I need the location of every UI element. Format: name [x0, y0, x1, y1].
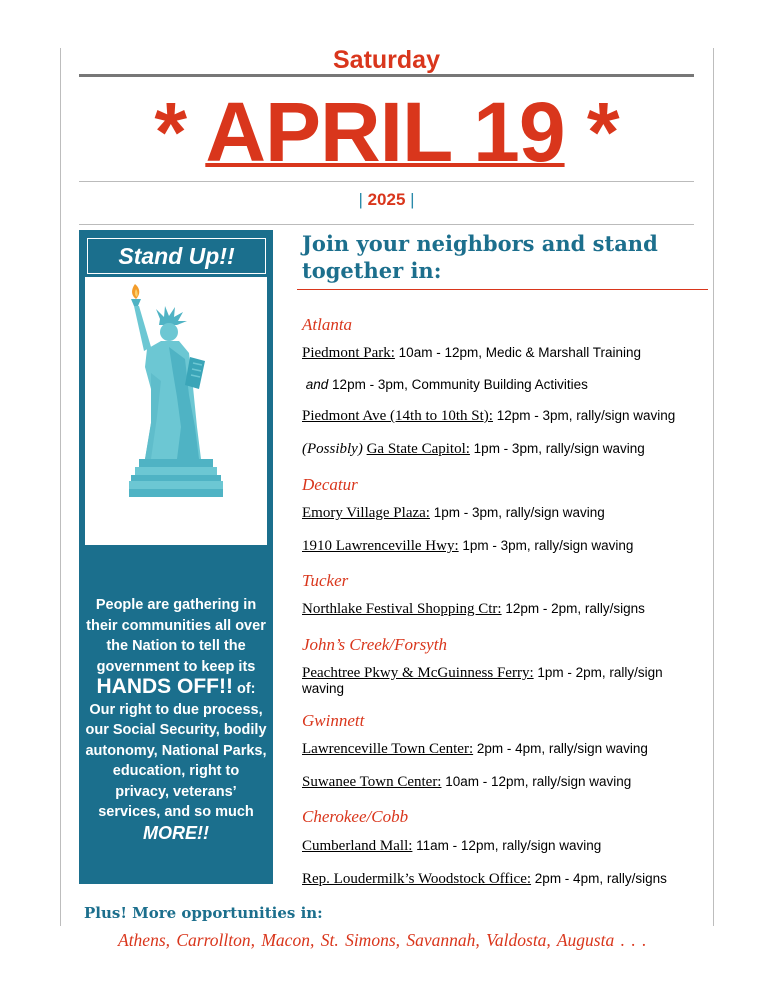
event-details: 1pm - 3pm, rally/sign waving: [458, 538, 634, 553]
event-location: Peachtree Pkwy & McGuinness Ferry:: [302, 665, 534, 681]
hands-off-text: HANDS OFF!!: [96, 675, 233, 698]
event-details: 2pm - 4pm, rally/signs: [531, 871, 667, 886]
event-location: 1910 Lawrenceville Hwy:: [302, 538, 459, 554]
event-item: [302, 871, 702, 887]
event-details: 12pm - 2pm, rally/signs: [501, 601, 645, 616]
date-headline: [0, 84, 773, 180]
top-divider: [79, 74, 694, 77]
statue-of-liberty-illustration: [85, 277, 267, 545]
panel-text-1: People are gathering in their communities all over the Nation to tell the government to keep its: [86, 597, 266, 675]
year-left-bar: |: [358, 190, 368, 209]
event-item: [302, 345, 702, 361]
event-item: [302, 665, 702, 697]
date-prefix: *: [154, 85, 206, 179]
event-location: Emory Village Plaza:: [302, 505, 430, 521]
cities-list: Athens, Carrollton, Macon, St. Simons, Savannah, Valdosta, Augusta . . .: [118, 930, 647, 950]
region-heading: Gwinnett: [302, 711, 365, 730]
event-details: 1pm - 2pm, rally/sign waving: [302, 665, 663, 696]
event-location: Suwanee Town Center:: [302, 774, 442, 790]
event-prefix: and: [305, 377, 329, 392]
event-item: [302, 441, 702, 457]
event-location: Cumberland Mall:: [302, 838, 413, 854]
panel-text-2: Our right to due process, our Social Security, bodily autonomy, National Parks, education, right to privacy, veterans’ services, and so much: [85, 701, 267, 820]
event-item: [302, 774, 702, 790]
region-heading: Tucker: [302, 571, 349, 590]
event-details: 2pm - 4pm, rally/sign waving: [473, 741, 648, 756]
event-location: Lawrenceville Town Center:: [302, 741, 474, 757]
region-heading: John’s Creek/Forsyth: [302, 635, 447, 654]
event-item: [302, 377, 702, 393]
year-line: [0, 190, 773, 210]
date-text: APRIL 19: [205, 85, 565, 179]
more-text: MORE!!: [143, 822, 209, 843]
event-location: Rep. Loudermilk’s Woodstock Office:: [302, 871, 532, 887]
event-details: 1pm - 3pm, rally/sign waving: [469, 441, 645, 456]
date-suffix: *: [564, 85, 619, 179]
panel-message: [84, 595, 268, 845]
event-details: 10am - 12pm, rally/sign waving: [441, 774, 632, 789]
event-details: 1pm - 3pm, rally/sign waving: [429, 505, 605, 520]
event-item: [302, 601, 702, 617]
event-details: 10am - 12pm, Medic & Marshall Training: [394, 345, 642, 360]
event-location: Northlake Festival Shopping Ctr:: [302, 601, 502, 617]
event-details: 12pm - 3pm, Community Building Activities: [328, 377, 588, 392]
event-details: 11am - 12pm, rally/sign waving: [412, 838, 602, 853]
divider: [79, 224, 694, 225]
more-opportunities-heading: Plus! More opportunities in:: [84, 904, 323, 922]
event-item: [302, 538, 702, 554]
year-text: 2025: [367, 190, 406, 209]
of-text: of:: [232, 681, 256, 697]
event-item: [302, 505, 702, 521]
event-item: [302, 741, 702, 757]
panel-title: Stand Up!!: [87, 238, 266, 274]
intro-underline: [297, 289, 708, 290]
event-prefix: (Possibly): [302, 441, 363, 457]
event-details: 12pm - 3pm, rally/sign waving: [492, 408, 676, 423]
intro-heading: Join your neighbors and stand together in:: [302, 231, 658, 283]
event-location: Ga State Capitol:: [366, 441, 470, 457]
event-location: Piedmont Ave (14th to 10th St):: [302, 408, 493, 424]
event-item: [302, 408, 702, 424]
day-heading: Saturday: [333, 46, 440, 74]
divider: [79, 181, 694, 182]
region-heading: Cherokee/Cobb: [302, 807, 409, 826]
year-right-bar: |: [405, 190, 415, 209]
event-item: [302, 838, 702, 854]
event-location: Piedmont Park:: [302, 345, 395, 361]
region-heading: Decatur: [302, 475, 358, 494]
region-heading: Atlanta: [302, 315, 353, 334]
